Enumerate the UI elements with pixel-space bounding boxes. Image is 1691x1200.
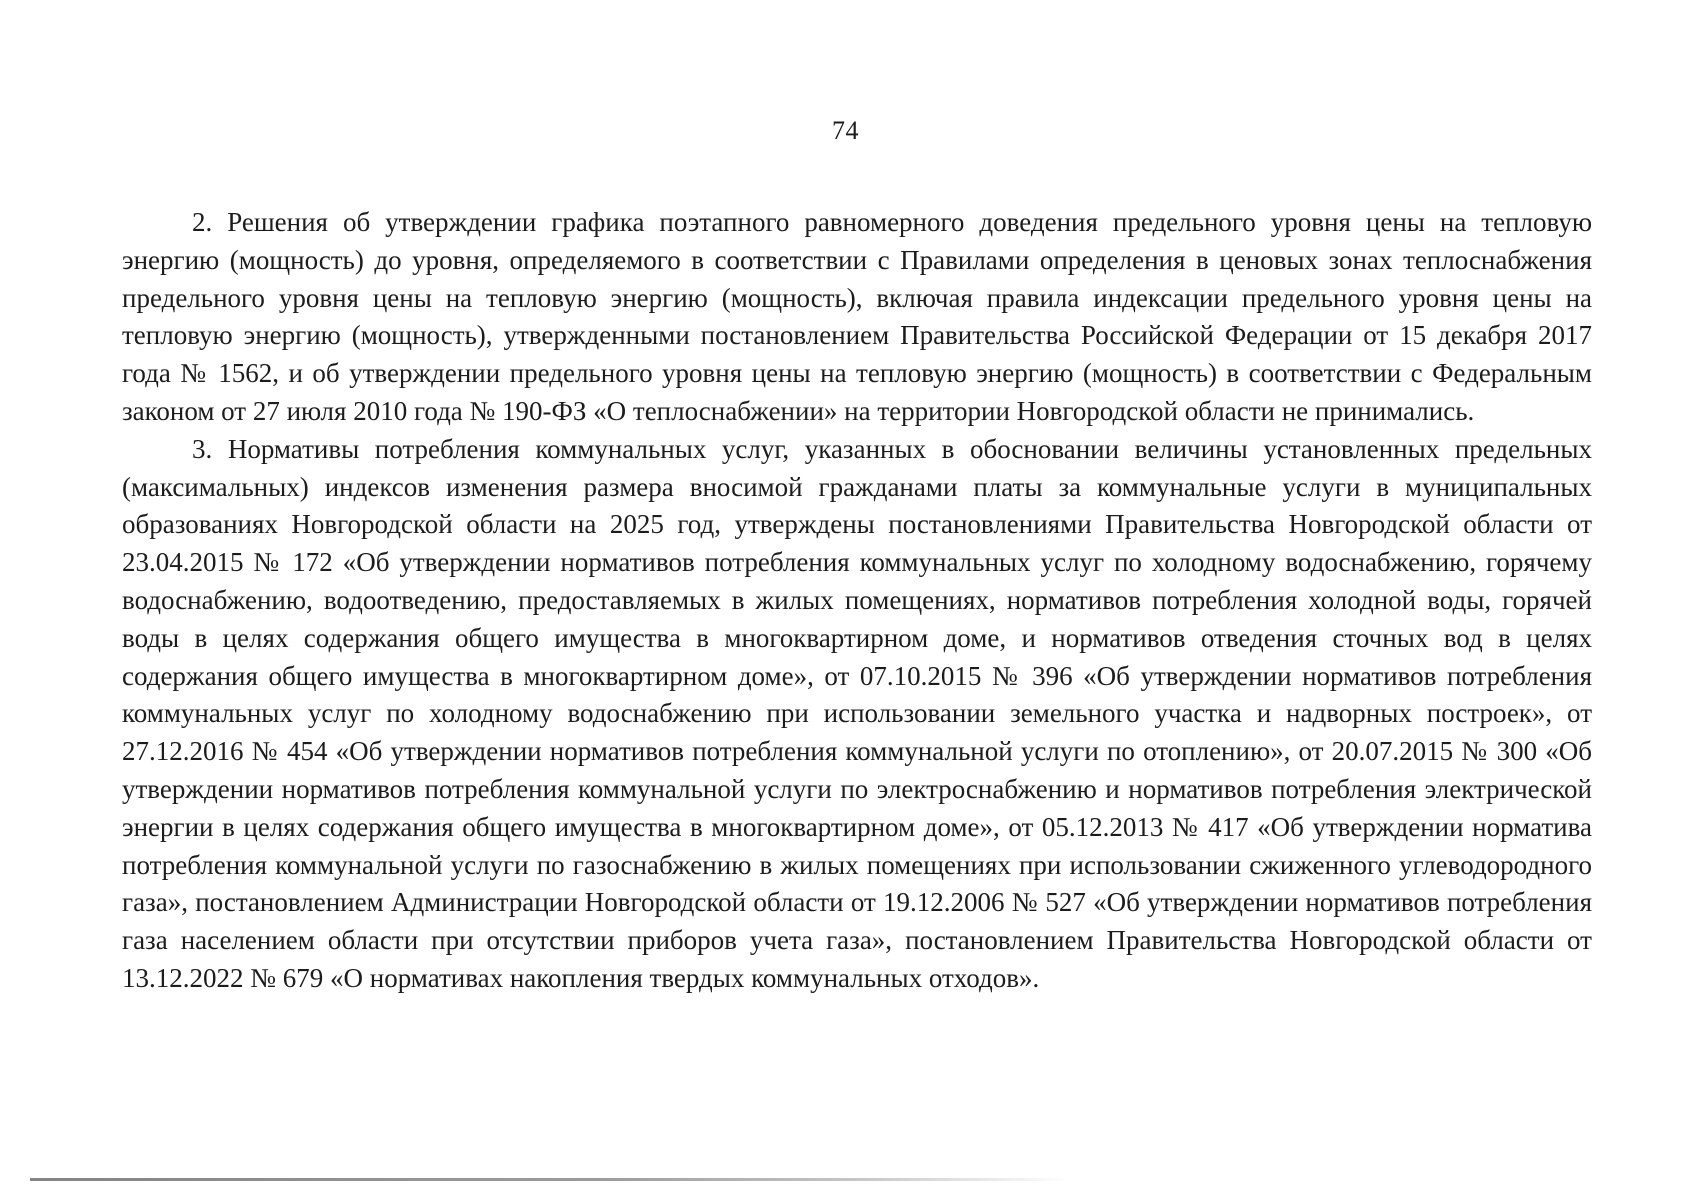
document-body xyxy=(122,204,1592,998)
scan-edge-line xyxy=(30,1178,1070,1181)
paragraph-2: 2. Решения об утверждении графика поэтапного равномерного доведения предельного уровня цены на тепловую энергию (мощность) до уровня, определяемого в соответствии с Правилами определения в ценовых зонах теплоснабжения предельного уровня цены на тепловую энергию (мощность), включая правила индексации предельного уровня цены на тепловую энергию (мощность), утвержденными постановлением Правительства Российской Федерации от 15 декабря 2017 года № 1562, и об утверждении предельного уровня цены на тепловую энергию (мощность) в соответствии с Федеральным законом от 27 июля 2010 года № 190-ФЗ «О теплоснабжении» на территории Новгородской области не принимались. xyxy=(122,207,1592,426)
page-number: 74 xyxy=(832,116,859,145)
paragraph-3: 3. Нормативы потребления коммунальных услуг, указанных в обосновании величины установленных предельных (максимальных) индексов изменения размера вносимой гражданами платы за коммунальные услуги в муниципальных образованиях Новгородской области на 2025 год, утверждены постановлениями Правительства Новгородской области от 23.04.2015 № 172 «Об утверждении нормативов потребления коммунальных услуг по холодному водоснабжению, горячему водоснабжению, водоотведению, предоставляемых в жилых помещениях, нормативов потребления холодной воды, горячей воды в целях содержания общего имущества в многоквартирном доме, и нормативов отведения сточных вод в целях содержания общего имущества в многоквартирном доме», от 07.10.2015 № 396 «Об утверждении нормативов потребления коммунальных услуг по холодному водоснабжению при использовании земельного участка и надворных построек», от 27.12.2016 № 454 «Об утверждении нормативов потребления коммунальной услуги по отоплению», от 20.07.2015 № 300 «Об утверждении нормативов потребления коммунальной услуги по электроснабжению и нормативов потребления электрической энергии в целях содержания общего имущества в многоквартирном доме», от 05.12.2013 № 417 «Об утверждении норматива потребления коммунальной услуги по газоснабжению в жилых помещениях при использовании сжиженного углеводородного газа», постановлением Администрации Новгородской области от 19.12.2006 № 527 «Об утверждении нормативов потребления газа населением области при отсутствии приборов учета газа», постановлением Правительства Новгородской области от 13.12.2022 № 679 «О нормативах накопления твердых коммунальных отходов». xyxy=(122,433,1592,993)
